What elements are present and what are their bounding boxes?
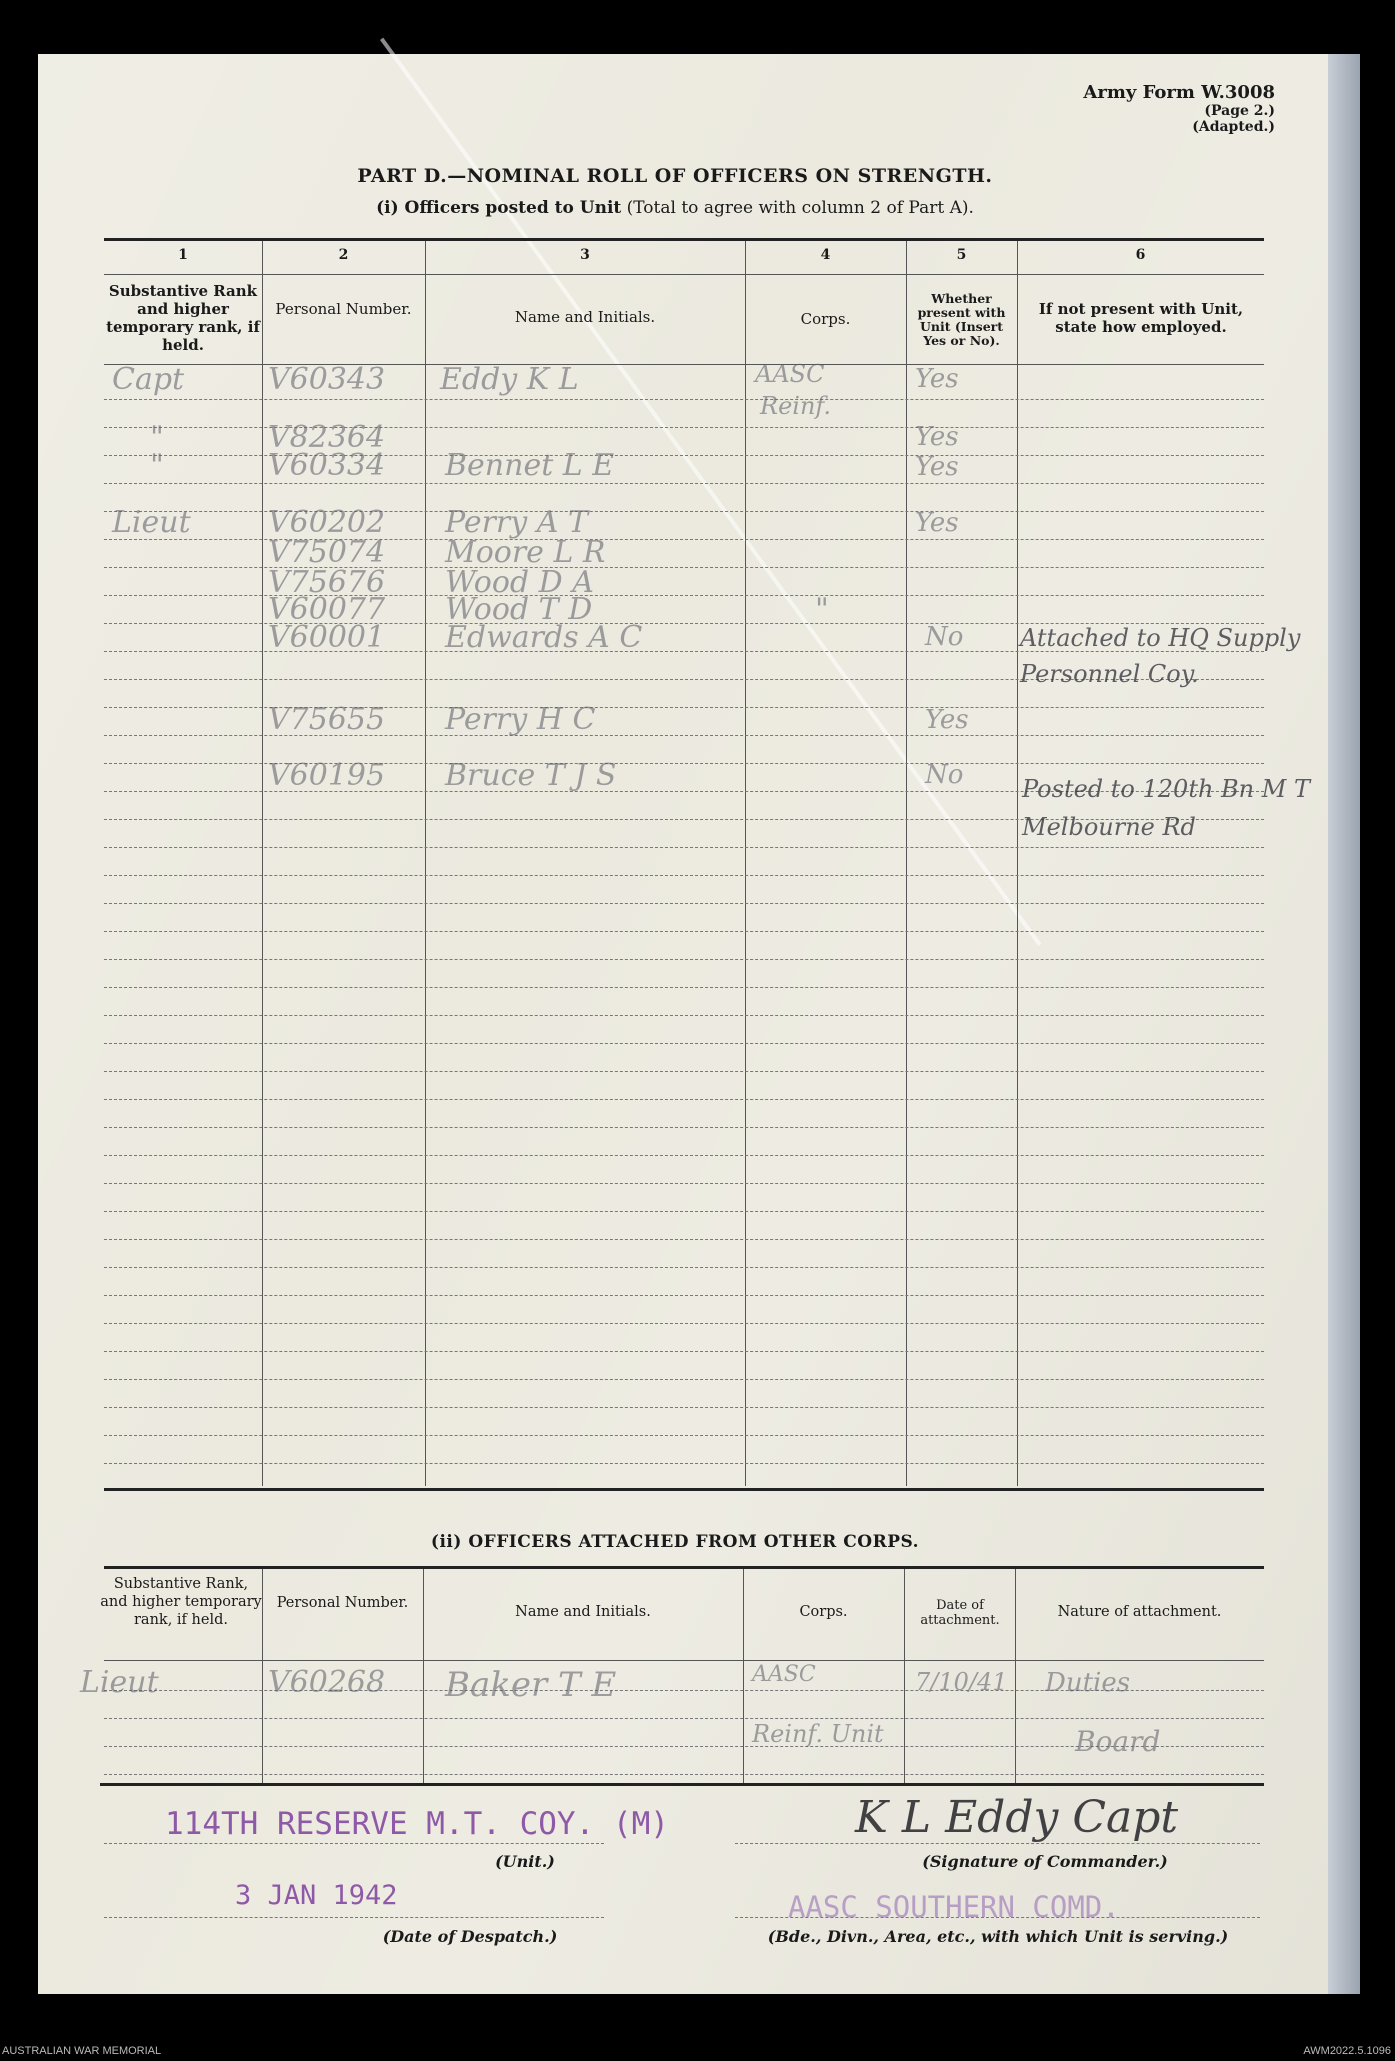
unit-line [104,1843,604,1844]
entry-1-corps: AASC [755,360,825,388]
entry-11-employed: Posted to 120th Bn M T Melbourne Rd [1022,775,1310,841]
col-number-5: 5 [956,247,967,263]
col-header-rank: Substantive Rank and higher temporary rank, if held. [106,282,260,354]
ruled-line [104,987,1264,988]
ruled-line [104,1379,1264,1380]
entry-1-rank: Capt [112,362,185,397]
ruled-line [104,1099,1264,1100]
entry-4-present: Yes [915,452,959,482]
col-number-4: 4 [820,247,831,263]
ruled-line [104,1407,1264,1408]
despatch-date-label: (Date of Despatch.) [382,1927,558,1946]
archive-caption-left: AUSTRALIAN WAR MEMORIAL [2,2045,162,2057]
table-ii-header-rank: Substantive Rank, and higher temporary rank, if held. [100,1576,262,1628]
col-header-personal-number: Personal Number. [275,300,412,318]
table-ii-header-corps: Corps. [799,1604,848,1620]
despatch-date-stamp: 3 JAN 1942 [235,1880,398,1911]
despatch-date-line [104,1917,604,1918]
ruled-line [104,1267,1264,1268]
entry-7-number: V75676 [268,565,386,600]
entry-3-present: Yes [915,422,959,452]
entry-11-name: Bruce T J S [445,758,617,793]
entry-6-number: V75074 [268,535,386,570]
serving-area-label: (Bde., Divn., Area, etc., with which Unit is serving.) [767,1927,1229,1946]
attached-1-rank: Lieut [80,1665,159,1700]
attached-1-nature: Duties [1045,1668,1131,1698]
entry-10-present: Yes [925,705,969,735]
table-i-top-rule [104,238,1264,241]
entry-7-name: Wood D A [445,565,594,600]
table-i-bottom-rule [104,1488,1264,1491]
entry-3-rank: " [150,420,164,455]
table-ii-header-rule [104,1660,1264,1661]
attached-2-nature: Board [1075,1725,1161,1758]
ruled-line [104,483,1264,484]
entry-1-number: V60343 [268,362,386,397]
entry-9-number: V60001 [268,620,386,655]
col-number-3: 3 [580,247,590,263]
col-header-name: Name and Initials. [514,308,656,326]
entry-11-present: No [925,760,964,790]
entry-1-present: Yes [915,364,959,394]
table-ii-header-personal-number: Personal Number. [276,1595,409,1611]
entry-5-rank: Lieut [112,505,191,540]
attached-1-date: 7/10/41 [915,1668,1008,1696]
ruled-line [104,1155,1264,1156]
attached-1-corps: AASC [752,1662,816,1687]
entry-5-number: V60202 [268,505,386,540]
entry-3-number: V82364 [268,420,386,455]
archive-caption-right: AWM2022.5.1096 [1303,2045,1391,2057]
entry-5-name: Perry A T [445,505,588,540]
backing-sheet-edge [1328,54,1360,1994]
ruled-line [104,875,1264,876]
ruled-line [104,931,1264,932]
section-ii-title: (ii) OFFICERS ATTACHED FROM OTHER CORPS. [430,1532,920,1552]
serving-area-stamp: AASC SOUTHERN COMD. [788,1890,1120,1924]
ruled-line [104,1211,1264,1212]
unit-stamp: 114TH RESERVE M.T. COY. (M) [165,1806,669,1842]
col-number-6: 6 [1135,247,1146,263]
entry-4-rank: " [150,448,164,483]
ruled-line [104,1463,1264,1464]
commander-signature: K L Eddy Capt [855,1792,1179,1843]
ruled-line [104,1323,1264,1324]
ruled-line [104,1071,1264,1072]
section-i-note: (Total to agree with column 2 of Part A). [626,198,974,218]
col-number-1: 1 [178,247,188,263]
entry-8-number: V60077 [268,592,386,627]
entry-9-name: Edwards A C [445,620,643,655]
attached-2-corps: Reinf. Unit [752,1720,884,1748]
table-ii-header-date: Date of attachment. [920,1598,1000,1628]
table-ii-divider-2 [423,1569,424,1783]
ruled-line [104,399,1264,400]
ruled-line [104,1239,1264,1240]
ruled-line [104,1295,1264,1296]
table-i-number-row-rule [104,274,1264,275]
signature-label: (Signature of Commander.) [922,1852,1168,1871]
entry-1-name: Eddy K L [440,362,579,397]
table-ii-divider-4 [904,1569,905,1783]
entry-10-number: V75655 [268,702,386,737]
form-page: (Page 2.) [1204,103,1275,119]
col-number-2: 2 [338,247,349,263]
part-d-title: PART D.—NOMINAL ROLL OF OFFICERS ON STRENGTH. [357,165,993,187]
entry-9-present: No [925,622,964,652]
ruled-line [104,1435,1264,1436]
entry-4-name: Bennet L E [445,448,615,483]
entry-6-name: Moore L R [445,535,606,570]
entry-4-number: V60334 [268,448,386,483]
ruled-line [104,1351,1264,1352]
entry-8-name: Wood T D [445,592,593,627]
table-ii-bottom-rule [100,1783,1264,1786]
entry-9-employed: Attached to HQ Supply Personnel Coy. [1020,624,1301,688]
ruled-line [104,959,1264,960]
entry-5-present: Yes [915,508,959,538]
attached-1-name: Baker T E [445,1665,617,1705]
col-header-employed: If not present with Unit, state how employed. [1038,300,1244,336]
table-ii-divider-3 [743,1569,744,1783]
col-header-present: Whether present with Unit (Insert Yes or No). [917,291,1006,348]
entry-10-name: Perry H C [445,702,596,737]
unit-label: (Unit.) [495,1852,555,1871]
ruled-line [104,1183,1264,1184]
ruled-line [104,1718,1264,1719]
table-ii-divider-5 [1015,1569,1016,1783]
ruled-line [104,1127,1264,1128]
table-ii-header-name: Name and Initials. [515,1604,651,1620]
form-adapted: (Adapted.) [1192,119,1275,135]
ruled-line [104,1015,1264,1016]
ruled-line [104,1774,1264,1775]
section-i-label: (i) Officers posted to Unit [376,198,622,218]
entry-8-corps: " [815,592,829,627]
col-header-corps: Corps. [800,310,851,328]
signature-line [735,1843,1260,1844]
section-i-heading [100,198,1250,218]
form-number: Army Form W.3008 [1083,82,1275,103]
entry-11-number: V60195 [268,758,386,793]
form-identifier [1083,82,1275,135]
table-ii-header-nature: Nature of attachment. [1057,1604,1222,1620]
ruled-line [104,847,1264,848]
table-ii-top-rule [104,1566,1264,1569]
ruled-line [104,1043,1264,1044]
attached-1-number: V60268 [268,1665,386,1700]
entry-2-corps: Reinf. [760,392,832,420]
ruled-line [104,903,1264,904]
